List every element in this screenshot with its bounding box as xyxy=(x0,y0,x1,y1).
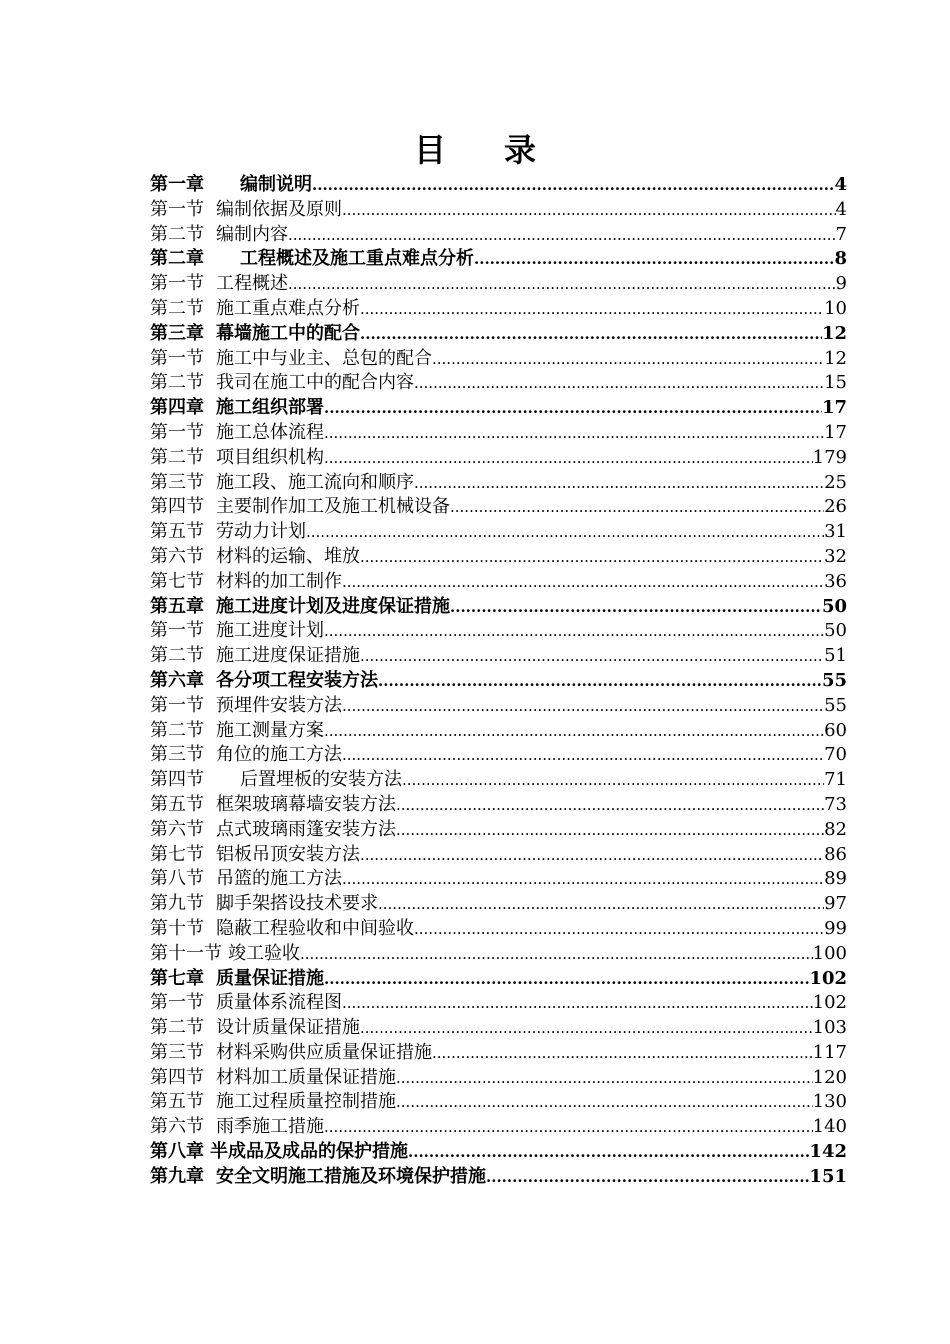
toc-entry-page-number: 55 xyxy=(821,669,847,691)
toc-section-entry[interactable] xyxy=(150,867,847,892)
toc-heading-part2: 录 xyxy=(504,131,537,169)
toc-entry-page-number: 31 xyxy=(824,521,847,543)
toc-entry-title: 施工测量方案 xyxy=(216,719,324,741)
toc-chapter-entry[interactable] xyxy=(150,595,847,620)
toc-section-entry[interactable] xyxy=(150,991,847,1016)
toc-entry-number: 第一节 xyxy=(150,198,204,220)
toc-entry-number: 第二节 xyxy=(150,297,204,319)
dot-leader xyxy=(432,347,824,372)
toc-section-entry[interactable] xyxy=(150,495,847,520)
dot-leader xyxy=(342,570,824,595)
toc-entry-title: 材料的加工制作 xyxy=(216,570,342,592)
toc-section-entry[interactable] xyxy=(150,223,847,248)
toc-entry-number: 第九节 xyxy=(150,893,204,915)
toc-heading xyxy=(0,128,950,172)
toc-entry-page-number: 70 xyxy=(824,744,847,766)
toc-entry-number: 第七节 xyxy=(150,570,204,592)
toc-entry-page-number: 86 xyxy=(824,843,847,865)
dot-leader xyxy=(378,669,822,694)
toc-chapter-entry[interactable] xyxy=(150,247,847,272)
toc-entry-title: 吊篮的施工方法 xyxy=(216,868,342,890)
toc-entry-page-number: 50 xyxy=(824,620,847,642)
dot-leader xyxy=(288,272,836,297)
dot-leader xyxy=(300,942,813,967)
toc-entry-number: 第五章 xyxy=(150,595,204,617)
toc-entry-page-number: 151 xyxy=(809,1165,847,1187)
toc-entry-number: 第五节 xyxy=(150,793,204,815)
dot-leader xyxy=(396,1066,813,1091)
toc-section-entry[interactable] xyxy=(150,1016,847,1041)
toc-entry-title: 劳动力计划 xyxy=(216,521,306,543)
toc-entry-page-number: 12 xyxy=(824,347,847,369)
toc-section-entry[interactable] xyxy=(150,198,847,223)
toc-entry-page-number: 55 xyxy=(824,694,847,716)
dot-leader xyxy=(450,495,824,520)
toc-entry-number: 第一节 xyxy=(150,421,204,443)
toc-entry-number: 第七节 xyxy=(150,843,204,865)
toc-entry-page-number: 89 xyxy=(824,868,847,890)
dot-leader xyxy=(324,396,822,421)
toc-entry-page-number: 102 xyxy=(812,992,847,1014)
toc-entry-title: 质量体系流程图 xyxy=(216,992,342,1014)
toc-section-entry[interactable] xyxy=(150,743,847,768)
toc-chapter-entry[interactable] xyxy=(150,173,847,198)
toc-entry-number: 第七章 xyxy=(150,967,204,989)
dot-leader xyxy=(360,297,824,322)
dot-leader xyxy=(414,371,824,396)
toc-entry-page-number: 103 xyxy=(812,1017,847,1039)
toc-entry-title: 安全文明施工措施及环境保护措施 xyxy=(216,1165,486,1187)
toc-entry-number: 第二节 xyxy=(150,223,204,245)
toc-section-entry[interactable] xyxy=(150,843,847,868)
toc-section-entry[interactable] xyxy=(150,1041,847,1066)
toc-section-entry[interactable] xyxy=(150,719,847,744)
toc-entry-page-number: 32 xyxy=(824,545,847,567)
dot-leader xyxy=(414,917,824,942)
toc-section-entry[interactable] xyxy=(150,471,847,496)
toc-entry-page-number: 97 xyxy=(824,893,847,915)
toc-section-entry[interactable] xyxy=(150,694,847,719)
toc-entry-title: 隐蔽工程验收和中间验收 xyxy=(216,917,414,939)
dot-leader xyxy=(474,247,834,272)
toc-entry-number: 第五节 xyxy=(150,1091,204,1113)
toc-entry-page-number: 9 xyxy=(835,273,847,295)
toc-entry-title: 我司在施工中的配合内容 xyxy=(216,372,414,394)
toc-entry-title: 设计质量保证措施 xyxy=(216,1017,360,1039)
toc-entry-page-number: 15 xyxy=(824,372,847,394)
toc-entry-title: 角位的施工方法 xyxy=(216,744,342,766)
toc-entry-number: 第一节 xyxy=(150,992,204,1014)
toc-section-entry[interactable] xyxy=(150,619,847,644)
toc-entry-title: 施工进度计划 xyxy=(216,620,324,642)
toc-entry-number: 第三章 xyxy=(150,322,204,344)
toc-entry-title: 后置埋板的安装方法 xyxy=(240,769,402,791)
toc-entry-title: 质量保证措施 xyxy=(216,967,324,989)
dot-leader xyxy=(378,892,824,917)
dot-leader xyxy=(342,694,824,719)
dot-leader xyxy=(324,619,824,644)
toc-entry-title: 编制说明 xyxy=(240,174,312,195)
toc-entry-title: 材料的运输、堆放 xyxy=(216,545,360,567)
toc-entry-page-number: 100 xyxy=(812,942,847,964)
dot-leader xyxy=(450,595,822,620)
toc-entry-title: 施工中与业主、总包的配合 xyxy=(216,347,432,369)
toc-entry-number: 第二节 xyxy=(150,645,204,667)
toc-entry-page-number: 142 xyxy=(809,1141,847,1163)
toc-entry-number: 第二节 xyxy=(150,719,204,741)
toc-entry-page-number: 25 xyxy=(824,471,847,493)
toc-entry-title: 编制内容 xyxy=(216,223,288,245)
toc-entry-number: 第四节 xyxy=(150,496,204,518)
toc-entry-number: 第二节 xyxy=(150,446,204,468)
toc-entry-page-number: 12 xyxy=(821,322,847,344)
toc-entry-page-number: 82 xyxy=(824,818,847,840)
toc-entry-title: 竣工验收 xyxy=(228,942,300,964)
toc-entry-title: 施工总体流程 xyxy=(216,421,324,443)
toc-heading-part1: 目 xyxy=(413,131,446,169)
toc-entry-title: 框架玻璃幕墙安装方法 xyxy=(216,793,396,815)
toc-section-entry[interactable] xyxy=(150,446,847,471)
toc-section-entry[interactable] xyxy=(150,297,847,322)
toc-entry-page-number: 26 xyxy=(824,496,847,518)
toc-entry-number: 第四节 xyxy=(150,769,204,791)
toc-entry-number: 第四节 xyxy=(150,1066,204,1088)
toc-entry-number: 第十节 xyxy=(150,917,204,939)
toc-entry-number: 第二节 xyxy=(150,1017,204,1039)
toc-entry-page-number: 99 xyxy=(824,917,847,939)
dot-leader xyxy=(324,1115,813,1140)
dot-leader xyxy=(342,743,824,768)
toc-entry-number: 第四章 xyxy=(150,397,204,419)
dot-leader xyxy=(408,1140,809,1165)
toc-section-entry[interactable] xyxy=(150,1090,847,1115)
toc-entry-page-number: 117 xyxy=(812,1041,847,1063)
toc-entry-title: 施工进度保证措施 xyxy=(216,645,360,667)
dot-leader xyxy=(306,520,824,545)
dot-leader xyxy=(288,223,836,248)
toc-entry-number: 第一节 xyxy=(150,620,204,642)
toc-section-entry[interactable] xyxy=(150,1115,847,1140)
dot-leader xyxy=(360,545,824,570)
toc-entry-title: 工程概述 xyxy=(216,273,288,295)
toc-chapter-entry[interactable] xyxy=(150,1140,847,1165)
toc-entry-number: 第一节 xyxy=(150,694,204,716)
dot-leader xyxy=(414,471,824,496)
toc-chapter-entry[interactable] xyxy=(150,967,847,992)
toc-entry-page-number: 71 xyxy=(824,769,847,791)
toc-entry-title: 预埋件安装方法 xyxy=(216,694,342,716)
dot-leader xyxy=(360,644,824,669)
toc-entry-title: 点式玻璃雨篷安装方法 xyxy=(216,818,396,840)
toc-entry-title: 半成品及成品的保护措施 xyxy=(210,1141,408,1163)
toc-section-entry[interactable] xyxy=(150,545,847,570)
toc-entry-number: 第一节 xyxy=(150,273,204,295)
dot-leader xyxy=(312,173,834,198)
toc-section-entry[interactable] xyxy=(150,1066,847,1091)
toc-entry-number: 第二节 xyxy=(150,372,204,394)
toc-entry-title: 施工组织部署 xyxy=(216,397,324,419)
dot-leader xyxy=(324,446,813,471)
toc-section-entry[interactable] xyxy=(150,644,847,669)
toc-entry-page-number: 179 xyxy=(812,446,847,468)
toc-entry-page-number: 8 xyxy=(834,248,847,270)
toc-entry-page-number: 73 xyxy=(824,793,847,815)
toc-entry-page-number: 17 xyxy=(821,397,847,419)
toc-entry-number: 第三节 xyxy=(150,1041,204,1063)
dot-leader xyxy=(324,967,809,992)
toc-entry-title: 项目组织机构 xyxy=(216,446,324,468)
toc-entry-title: 各分项工程安装方法 xyxy=(216,669,378,691)
toc-section-entry[interactable] xyxy=(150,347,847,372)
dot-leader xyxy=(324,421,824,446)
dot-leader xyxy=(360,322,822,347)
toc-entry-title: 幕墙施工中的配合 xyxy=(216,322,360,344)
dot-leader xyxy=(402,768,824,793)
toc-section-entry[interactable] xyxy=(150,421,847,446)
toc-entry-title: 材料采购供应质量保证措施 xyxy=(216,1041,432,1063)
toc-entry-page-number: 10 xyxy=(824,297,847,319)
toc-section-entry[interactable] xyxy=(150,768,847,793)
toc-chapter-entry[interactable] xyxy=(150,396,847,421)
table-of-contents xyxy=(150,173,847,1190)
toc-entry-title: 脚手架搭设技术要求 xyxy=(216,893,378,915)
toc-section-entry[interactable] xyxy=(150,917,847,942)
toc-section-entry[interactable] xyxy=(150,942,847,967)
toc-entry-page-number: 51 xyxy=(824,645,847,667)
toc-entry-number: 第五节 xyxy=(150,521,204,543)
toc-section-entry[interactable] xyxy=(150,371,847,396)
toc-entry-page-number: 130 xyxy=(812,1091,847,1113)
dot-leader xyxy=(324,719,824,744)
dot-leader xyxy=(396,793,824,818)
toc-entry-number: 第六章 xyxy=(150,669,204,691)
toc-entry-title: 施工段、施工流向和顺序 xyxy=(216,471,414,493)
toc-entry-title: 施工过程质量控制措施 xyxy=(216,1091,396,1113)
toc-entry-number: 第三节 xyxy=(150,744,204,766)
dot-leader xyxy=(396,818,824,843)
toc-entry-title: 雨季施工措施 xyxy=(216,1116,324,1138)
toc-entry-title: 施工进度计划及进度保证措施 xyxy=(216,595,450,617)
toc-entry-number: 第六节 xyxy=(150,818,204,840)
toc-chapter-entry[interactable] xyxy=(150,322,847,347)
toc-entry-number: 第三节 xyxy=(150,471,204,493)
toc-section-entry[interactable] xyxy=(150,793,847,818)
dot-leader xyxy=(360,1016,813,1041)
toc-section-entry[interactable] xyxy=(150,272,847,297)
toc-entry-page-number: 60 xyxy=(824,719,847,741)
toc-entry-number: 第一节 xyxy=(150,347,204,369)
dot-leader xyxy=(432,1041,813,1066)
toc-entry-page-number: 120 xyxy=(812,1066,847,1088)
toc-section-entry[interactable] xyxy=(150,892,847,917)
toc-entry-number: 第八节 xyxy=(150,868,204,890)
dot-leader xyxy=(342,991,813,1016)
dot-leader xyxy=(342,867,824,892)
toc-entry-number: 第一章 xyxy=(150,174,204,195)
toc-entry-title: 铝板吊顶安装方法 xyxy=(216,843,360,865)
toc-entry-page-number: 50 xyxy=(821,595,847,617)
toc-entry-page-number: 140 xyxy=(812,1116,847,1138)
toc-chapter-entry[interactable] xyxy=(150,1165,847,1190)
toc-entry-page-number: 102 xyxy=(809,967,847,989)
toc-entry-page-number: 36 xyxy=(824,570,847,592)
toc-entry-page-number: 17 xyxy=(824,421,847,443)
toc-entry-number: 第九章 xyxy=(150,1165,204,1187)
toc-entry-number: 第十一节 xyxy=(150,942,222,964)
dot-leader xyxy=(342,198,836,223)
toc-entry-title: 材料加工质量保证措施 xyxy=(216,1066,396,1088)
toc-section-entry[interactable] xyxy=(150,570,847,595)
dot-leader xyxy=(486,1165,809,1190)
toc-entry-number: 第二章 xyxy=(150,248,204,270)
dot-leader xyxy=(396,1090,813,1115)
toc-entry-page-number: 4 xyxy=(834,174,847,195)
toc-entry-title: 主要制作加工及施工机械设备 xyxy=(216,496,450,518)
toc-entry-page-number: 7 xyxy=(835,223,847,245)
toc-entry-number: 第八章 xyxy=(150,1141,204,1163)
toc-entry-number: 第六节 xyxy=(150,545,204,567)
toc-section-entry[interactable] xyxy=(150,818,847,843)
toc-entry-title: 编制依据及原则 xyxy=(216,198,342,220)
toc-section-entry[interactable] xyxy=(150,520,847,545)
toc-entry-page-number: 4 xyxy=(835,198,847,220)
toc-entry-title: 施工重点难点分析 xyxy=(216,297,360,319)
toc-entry-title: 工程概述及施工重点难点分析 xyxy=(240,248,474,270)
toc-entry-number: 第六节 xyxy=(150,1116,204,1138)
toc-chapter-entry[interactable] xyxy=(150,669,847,694)
dot-leader xyxy=(360,843,824,868)
